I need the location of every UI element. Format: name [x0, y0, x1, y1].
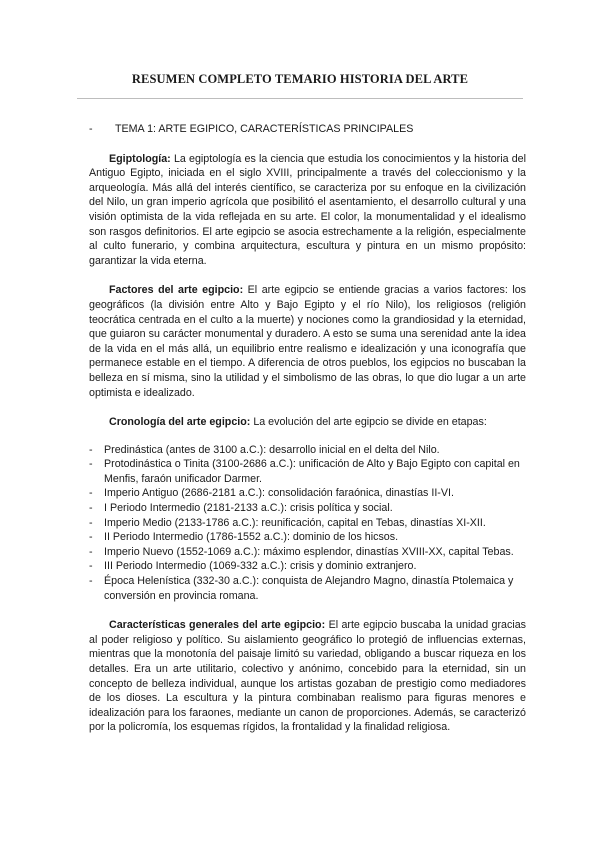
list-bullet: -: [89, 487, 93, 500]
section-cronologia: [89, 415, 526, 430]
list-item-text: Imperio Nuevo (1552-1069 a.C.): máximo esplendor, dinastías XVIII-XX, capital Tebas.: [104, 545, 514, 558]
list-item-text: I Periodo Intermedio (2181-2133 a.C.): crisis política y social.: [104, 502, 393, 515]
section-heading: Egiptología:: [109, 152, 171, 165]
list-bullet: -: [89, 502, 93, 515]
document-title: RESUMEN COMPLETO TEMARIO HISTORIA DEL ARTE: [131, 72, 469, 86]
list-item: [89, 545, 526, 560]
list-bullet: -: [89, 575, 93, 588]
title-divider: [77, 98, 523, 99]
list-bullet: -: [89, 531, 93, 544]
section-body: La egiptología es la ciencia que estudia los conocimientos y la historia del Antiguo Egipto, iniciada en el siglo XVIII, principalmente a través del coleccionismo y la arqueología. Más allá del interés científico, se caracteriza por su enfoque en la civilización del Nilo, un gran imperio agrícola que posibilitó el asentamiento, el desarrollo cultural y una visión optimista de la vida reflejada en su arte. El color, la monumentalidad y el idealismo son rasgos definitorios. El arte egipcio se asocia estrechamente a la religión, especialmente al culto funerario, y combina arquitectura, escultura y pintura en un mismo propósito: garantizar la vida eterna.: [89, 152, 526, 267]
list-item: [89, 486, 526, 501]
section-egiptologia: [89, 152, 526, 269]
list-item-text: III Periodo Intermedio (1069-332 a.C.): crisis y dominio extranjero.: [104, 560, 417, 573]
list-item: [89, 574, 526, 603]
section-body: El arte egipcio buscaba la unidad gracias al poder religioso y político. Su aislamiento geográfico lo protegió de influencias externas, mientras que la monotonía del paisaje limitó su variedad, obligando a buscar riqueza en los detalles. Era un arte utilitario, colectivo y anónimo, concebido para la eternidad, sin un concepto de belleza individual, aunque los artistas gozaban de prestigio como mediadores de los dioses. La escultura y la pintura combinaban realismo para figuras menores e idealización para los faraones, mediante un canon de proporciones. Además, se caracterizó por la policromía, los esquemas rígidos, la frontalidad y la finalidad religiosa.: [89, 619, 526, 734]
chronology-list: [89, 443, 526, 604]
list-bullet: -: [89, 443, 93, 456]
list-item-text: Predinástica (antes de 3100 a.C.): desarrollo inicial en el delta del Nilo.: [104, 443, 440, 456]
list-bullet: -: [89, 458, 93, 471]
topic-bullet: -: [89, 123, 93, 135]
list-item: [89, 559, 526, 574]
section-caracteristicas: [89, 618, 526, 735]
section-factores: [89, 283, 526, 400]
list-item-text: Protodinástica o Tinita (3100-2686 a.C.): unificación de Alto y Bajo Egipto con capital en Menfis, faraón unificador Darmer.: [104, 458, 520, 485]
list-item-text: Imperio Antiguo (2686-2181 a.C.): consolidación faraónica, dinastías II-VI.: [104, 487, 454, 500]
list-item: [89, 516, 526, 531]
section-heading: Cronología del arte egipcio:: [109, 416, 251, 429]
list-item: [89, 443, 526, 458]
list-bullet: -: [89, 516, 93, 529]
section-heading: Factores del arte egipcio:: [109, 284, 244, 297]
document-body: [89, 122, 526, 750]
list-item: [89, 501, 526, 516]
list-item-text: Época Helenística (332-30 a.C.): conquista de Alejandro Magno, dinastía Ptolemaica y conversión en provincia romana.: [104, 575, 514, 602]
section-body: La evolución del arte egipcio se divide en etapas:: [253, 416, 487, 429]
list-item: [89, 530, 526, 545]
section-body: El arte egipcio se entiende gracias a varios factores: los geográficos (la división entre Alto y Bajo Egipto y el río Nilo), los religiosos (religión teocrática centrada en el culto a la muerte) y nociones como la grandiosidad y la eternidad, que guiaron su carácter monumental y duradero. A esto se suma una serenidad ante la idea de la vida en el más allá, un equilibrio entre realismo e idealización y una iconografía que permanece estable en el tiempo. A diferencia de otros pueblos, los egipcios no buscaban la belleza en sí misma, sino la utilidad y el simbolismo de las obras, lo que dio lugar a un arte optimista e idealizado.: [89, 284, 526, 399]
list-item-text: II Periodo Intermedio (1786-1552 a.C.): dominio de los hicsos.: [104, 531, 399, 544]
list-bullet: -: [89, 560, 93, 573]
list-item-text: Imperio Medio (2133-1786 a.C.): reunificación, capital en Tebas, dinastías XI-XII.: [104, 516, 486, 529]
list-item: [89, 457, 526, 486]
section-heading: Características generales del arte egipcio:: [109, 619, 326, 632]
topic-text: TEMA 1: ARTE EGIPICO, CARACTERÍSTICAS PRINCIPALES: [115, 123, 414, 135]
topic-heading: [89, 122, 526, 137]
list-bullet: -: [89, 545, 93, 558]
